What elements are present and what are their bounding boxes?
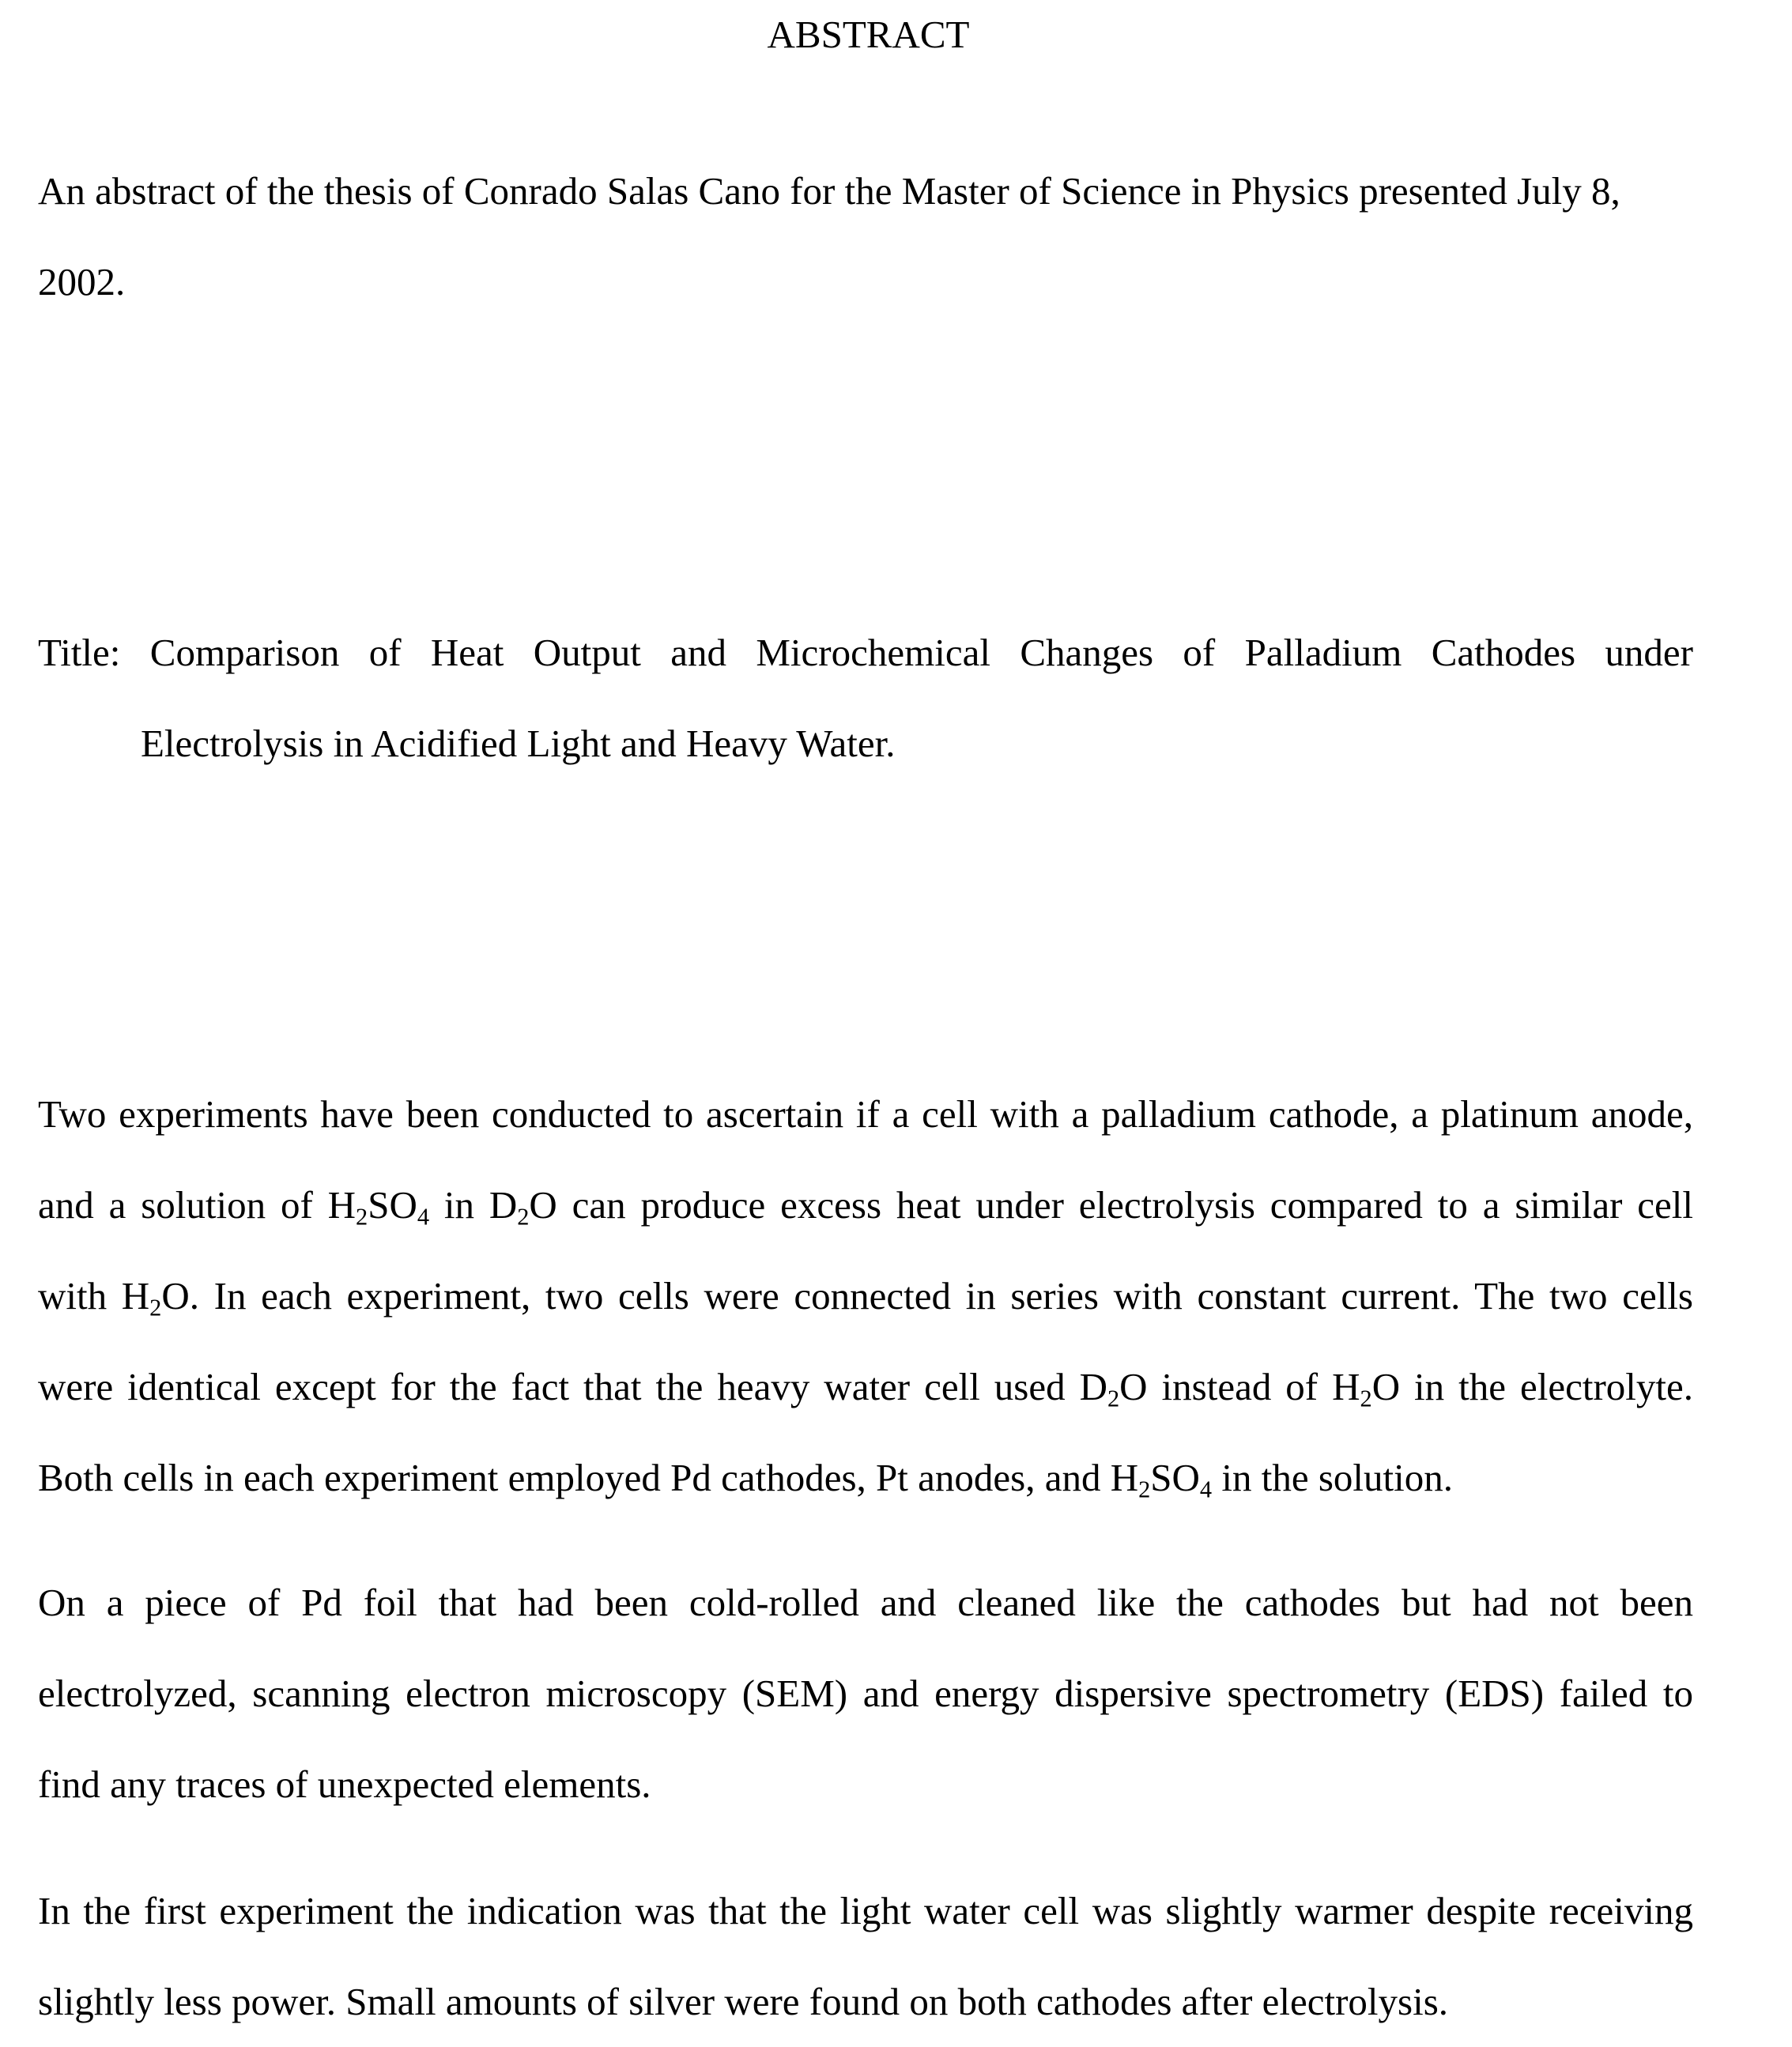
abstract-paragraph-3 xyxy=(38,1865,1693,2047)
paragraph-2-line-2: electrolyzed, scanning electron microscopy (SEM) and energy dispersive spectrometry (EDS) failed to xyxy=(38,1672,1693,1715)
intro-line-2: 2002. xyxy=(38,260,126,303)
abstract-paragraph-1 xyxy=(38,1069,1693,1523)
intro-line-1: An abstract of the thesis of Conrado Salas Cano for the Master of Science in Physics presented July 8, xyxy=(38,169,1620,213)
text-run: in the solution. xyxy=(1212,1456,1453,1499)
thesis-title-line-2: Electrolysis in Acidified Light and Heavy Water. xyxy=(141,722,896,765)
subscript: 2 xyxy=(1138,1476,1151,1503)
paragraph-1-line-5 xyxy=(38,1432,1693,1523)
abstract-paragraph-2 xyxy=(38,1557,1693,1830)
text-run: O in the electrolyte. xyxy=(1371,1365,1693,1408)
paragraph-1-line-3 xyxy=(38,1250,1693,1341)
paragraph-3-line-2: slightly less power. Small amounts of silver were found on both cathodes after electrolysis. xyxy=(38,1980,1449,2023)
text-run: were identical except for the fact that the heavy water cell used D xyxy=(38,1365,1107,1408)
subscript: 4 xyxy=(1199,1476,1213,1503)
text-run: O can produce excess heat under electrolysis compared to a similar cell xyxy=(529,1183,1693,1227)
subscript: 2 xyxy=(517,1203,530,1231)
subscript: 2 xyxy=(149,1294,162,1321)
paragraph-1-line-1: Two experiments have been conducted to ascertain if a cell with a palladium cathode, a platinum anode, xyxy=(38,1092,1693,1136)
text-run: and a solution of H xyxy=(38,1183,356,1227)
subscript: 2 xyxy=(1107,1385,1120,1412)
subscript: 4 xyxy=(417,1203,430,1231)
abstract-heading: ABSTRACT xyxy=(767,13,970,56)
paragraph-2-line-3: find any traces of unexpected elements. xyxy=(38,1762,651,1806)
thesis-title-block xyxy=(38,607,1693,789)
text-run: with H xyxy=(38,1274,150,1318)
text-run: Both cells in each experiment employed Pd cathodes, Pt anodes, and H xyxy=(38,1456,1139,1499)
thesis-title-line-1: Title: Comparison of Heat Output and Microchemical Changes of Palladium Cathodes under xyxy=(38,631,1693,674)
paragraph-1-line-4 xyxy=(38,1341,1693,1432)
subscript: 2 xyxy=(356,1203,368,1231)
text-run: SO xyxy=(368,1183,417,1227)
text-run: SO xyxy=(1150,1456,1200,1499)
text-run: in D xyxy=(429,1183,518,1227)
text-run: O instead of H xyxy=(1119,1365,1360,1408)
paragraph-1-line-2 xyxy=(38,1159,1693,1250)
subscript: 2 xyxy=(1360,1385,1372,1412)
text-run: O. In each experiment, two cells were connected in series with constant current. The two cells xyxy=(161,1274,1693,1318)
intro-paragraph xyxy=(38,145,1693,327)
paragraph-2-line-1: On a piece of Pd foil that had been cold-rolled and cleaned like the cathodes but had not been xyxy=(38,1581,1693,1624)
paragraph-3-line-1: In the first experiment the indication was that the light water cell was slightly warmer despite receiving xyxy=(38,1889,1693,1932)
